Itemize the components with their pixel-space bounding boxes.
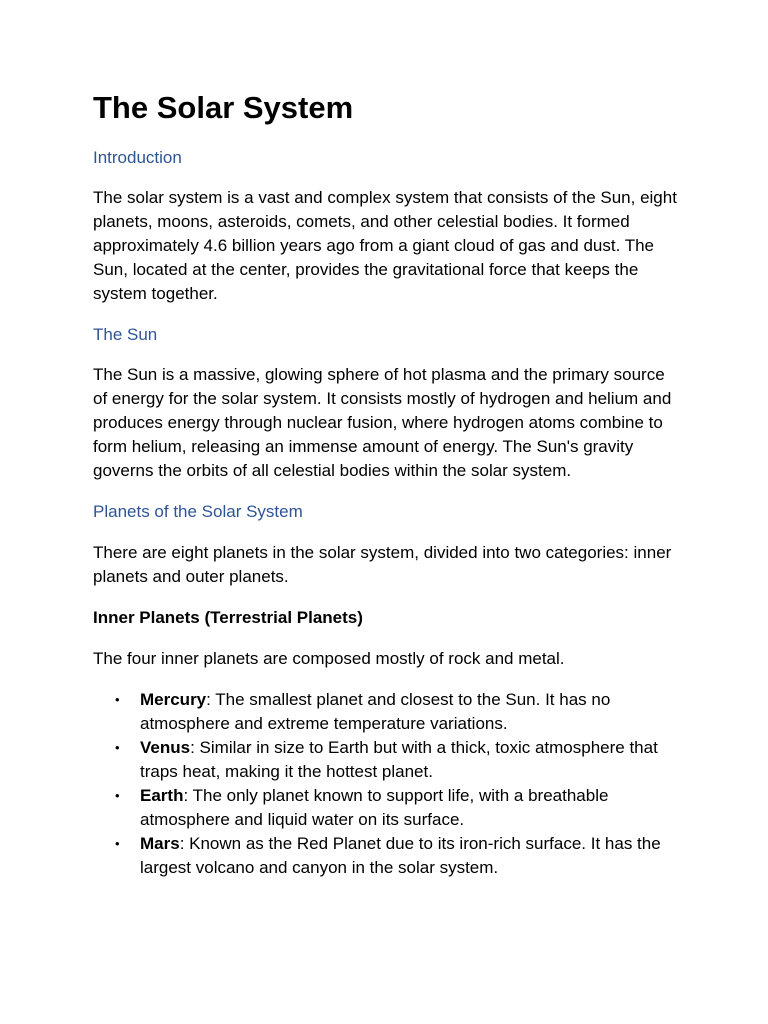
list-item-mars	[93, 832, 683, 880]
desc-mars: : Known as the Red Planet due to its iron-rich surface. It has the largest volcano and canyon in the solar system.	[140, 834, 661, 877]
term-mercury: Mercury	[140, 690, 207, 709]
desc-mercury: : The smallest planet and closest to the Sun. It has no atmosphere and extreme temperature variations.	[140, 690, 611, 733]
paragraph-inner-planets: The four inner planets are composed mostly of rock and metal.	[93, 649, 565, 668]
list-item-mercury	[93, 688, 683, 736]
paragraph-introduction: The solar system is a vast and complex system that consists of the Sun, eight planets, moons, asteroids, comets, and other celestial bodies. It formed approximately 4.6 billion years ago from a giant cloud of gas and dust. The Sun, located at the center, provides the gravitational force that keeps the system together.	[93, 188, 677, 303]
desc-venus: : Similar in size to Earth but with a thick, toxic atmosphere that traps heat, making it the hottest planet.	[140, 738, 658, 781]
bullet-icon: •	[115, 836, 120, 851]
paragraph-planets: There are eight planets in the solar system, divided into two categories: inner planets and outer planets.	[93, 543, 672, 586]
document-page	[93, 88, 683, 880]
heading-planets: Planets of the Solar System	[93, 502, 303, 521]
heading-inner-planets: Inner Planets (Terrestrial Planets)	[93, 608, 363, 627]
bullet-icon: •	[115, 788, 120, 803]
bullet-icon: •	[115, 692, 120, 707]
paragraph-the-sun: The Sun is a massive, glowing sphere of hot plasma and the primary source of energy for the solar system. It consists mostly of hydrogen and helium and produces energy through nuclear fusion, where hydrogen atoms combine to form helium, releasing an immense amount of energy. The Sun's gravity governs the orbits of all celestial bodies within the solar system.	[93, 365, 672, 480]
document-title: The Solar System	[93, 90, 354, 125]
term-mars: Mars	[140, 834, 180, 853]
bullet-icon: •	[115, 740, 120, 755]
term-earth: Earth	[140, 786, 184, 805]
inner-planets-list	[93, 688, 683, 880]
term-venus: Venus	[140, 738, 191, 757]
desc-earth: : The only planet known to support life, with a breathable atmosphere and liquid water on its surface.	[140, 786, 609, 829]
list-item-earth	[93, 784, 683, 832]
heading-the-sun: The Sun	[93, 325, 158, 344]
list-item-venus	[93, 736, 683, 784]
heading-introduction: Introduction	[93, 148, 182, 167]
